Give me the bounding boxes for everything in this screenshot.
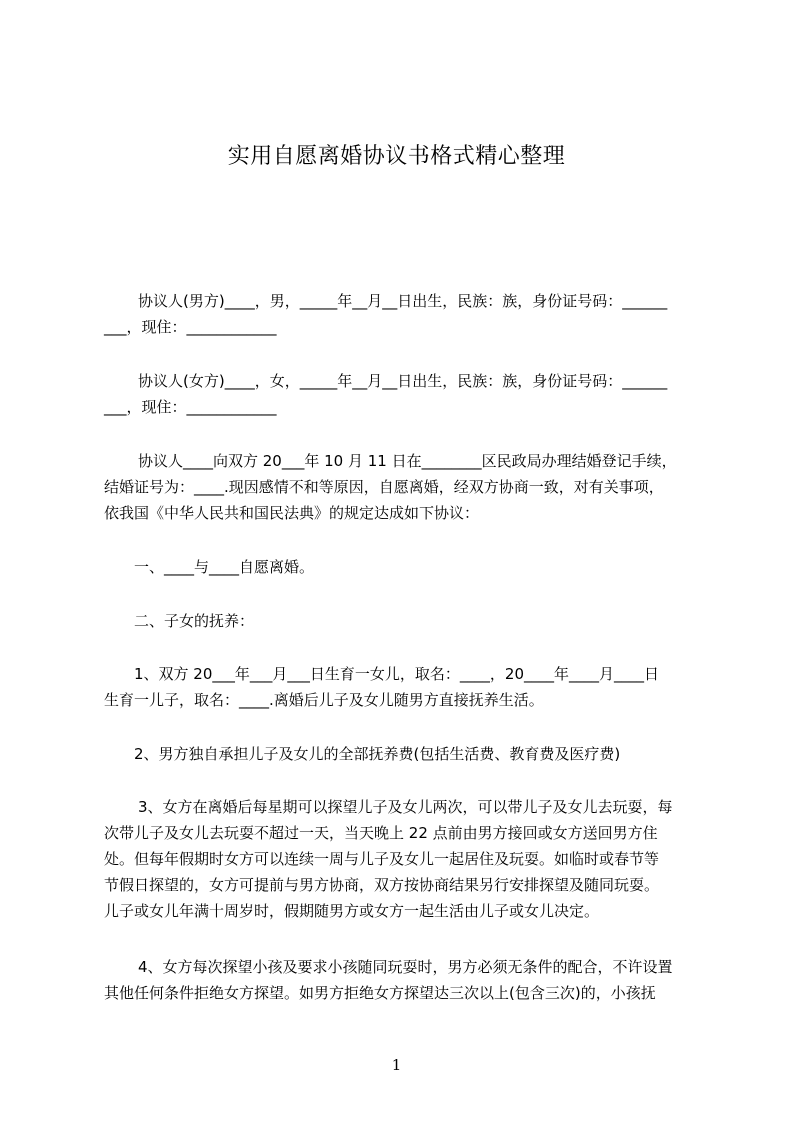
text-line: 协议人(女方)____，女，_____年__月__日出生，民族：族，身份证号码：______ [138,372,668,390]
text-line: 结婚证号为：____.现因感情不和等原因，自愿离婚，经双方协商一致，对有关事项， [104,478,664,496]
page-number: 1 [391,1056,402,1074]
text-line: 处。但每年假期时女方可以连续一周与儿子及女儿一起居住及玩耍。如临时或春节等 [104,850,660,868]
text-line: 儿子或女儿年满十周岁时，假期随男方或女方一起生活由儿子或女儿决定。 [104,902,600,920]
document-title: 实用自愿离婚协议书格式精心整理 [227,144,566,169]
text-line: 3、女方在离婚后每星期可以探望儿子及女儿两次，可以带儿子及女儿去玩耍，每 [138,798,673,816]
text-line: ___，现住：____________ [104,318,277,336]
text-line: 次带儿子及女儿去玩耍不超过一天，当天晚上 22 点前由男方接回或女方送回男方住 [104,824,658,842]
text-line: 二、子女的抚养： [134,612,255,630]
text-line: ___，现住：____________ [104,398,277,416]
text-line: 4、女方每次探望小孩及要求小孩随同玩耍时，男方必须无条件的配合，不许设置 [138,958,673,976]
text-line: 依我国《中华人民共和国民法典》的规定达成如下协议： [104,504,480,522]
text-line: 协议人____向双方 20___年 10 月 11 日在________区民政局办理结婚登记手续， [138,452,677,470]
text-line: 节假日探望的，女方可提前与男方协商，双方按协商结果另行安排探望及随同玩耍。 [104,876,660,894]
text-line: 生育一儿子，取名：____.离婚后儿子及女儿随男方直接抚养生活。 [104,691,544,709]
text-line: 一、____与____自愿离婚。 [134,558,315,576]
text-line: 其他任何条件拒绝女方探望。如男方拒绝女方探望达三次以上(包含三次)的，小孩抚 [104,984,656,1002]
text-line: 2、男方独自承担儿子及女儿的全部抚养费(包括生活费、教育费及医疗费) [134,745,621,763]
text-line: 1、双方 20___年___月___日生育一女儿，取名：____，20____年____月____日 [134,665,659,683]
text-line: 协议人(男方)____，男，_____年__月__日出生，民族：族，身份证号码：______ [138,292,668,310]
